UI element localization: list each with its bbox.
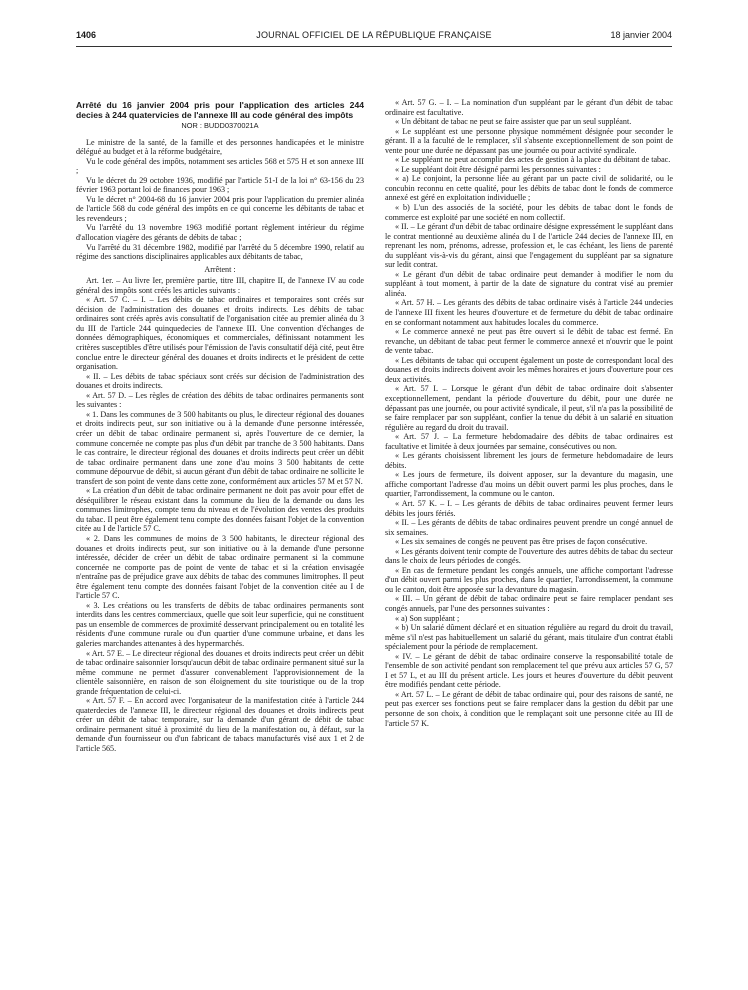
paragraph: « Le suppléant doit être désigné parmi les personnes suivantes : bbox=[395, 164, 601, 174]
paragraph: « IV. – Le gérant de débit de tabac ordinaire conserve la responsabilité totale de l'ensemble de son activité pendant son remplacement tel que prévu aux articles 57 G, 57 I et 57 L, et au III du présent article. Les jours et heures d'ouverture du débit peuvent être modifiés pendant cette période. bbox=[385, 651, 673, 690]
paragraph: « 2. Dans les communes de moins de 3 500 habitants, le directeur régional des douanes et droits indirects peut, sur son initiative ou à la demande d'une personne intéressée, décider de créer un débit de tabac ordinaire permanent si la commune concernée ne comporte pas de point de vente de tabac et si la création envisagée n'entraîne pas de préjudice grave aux débits de tabac des communes limitrophes. Il peut être également tenu compte des données faisant l'objet de la convention citée au I de l'article 57 C. bbox=[76, 533, 364, 601]
paragraph: « Les débitants de tabac qui occupent également un poste de correspondant local des douanes et droits indirects doivent avoir les mêmes horaires et jours d'ouverture pour ces deux activités. bbox=[385, 355, 673, 384]
paragraph: Le ministre de la santé, de la famille et des personnes handicapées et le ministre délégué au budget et à la réforme budgétaire, bbox=[76, 137, 364, 157]
left-column bbox=[76, 100, 364, 980]
left-paragraphs bbox=[76, 138, 364, 754]
paragraph: « Le suppléant est une personne physique nommément désignée pour seconder le gérant. Il a la faculté de le remplacer, s'il s'absente exceptionnellement de son point de vente pour une durée ne dépassant pas une journée ou pour activité syndicale. bbox=[385, 126, 673, 155]
paragraph: « Art. 57 E. – Le directeur régional des douanes et droits indirects peut créer un débit de tabac ordinaire saisonnier lorsqu'aucun débit de tabac ordinaire permanent situé sur la même commune ne permet d'assurer convenablement l'approvisionnement de la clientèle saisonnière, en raison de son éloignement du site touristique ou de la trop grande fréquentation de celui-ci. bbox=[76, 648, 364, 696]
header-rule bbox=[76, 46, 672, 47]
paragraph: « a) Le conjoint, la personne liée au gérant par un pacte civil de solidarité, ou le concubin reconnu en cette qualité, pour les débits de tabac dont le fonds de commerce annexé est géré en exploitation individuelle ; bbox=[385, 174, 673, 203]
paragraph: « Un débitant de tabac ne peut se faire assister que par un seul suppléant. bbox=[395, 117, 632, 127]
paragraph: « b) L'un des associés de la société, pour les débits de tabac dont le fonds de commerce est exploité par une société en nom collectif. bbox=[385, 203, 673, 222]
right-column bbox=[385, 98, 673, 978]
paragraph: « Les six semaines de congés ne peuvent pas être prises de façon consécutive. bbox=[395, 537, 648, 547]
paragraph: « 1. Dans les communes de 3 500 habitants ou plus, le directeur régional des douanes et droits indirects peut, sur son initiative ou à la demande d'une personne intéressée, créer un débit de tabac ordinaire permanent si, après l'ouverture de ce dernier, la commune concernée ne compte pas plus d'un débit par tranche de 3 500 habitants. Dans le cas contraire, le directeur régional des douanes et droits indirects peut créer un débit de tabac ordinaire permanent dans une zone d'au moins 3 500 habitants de cette commune dépourvue de débit, si aucun gérant d'un débit de tabac ordinaire ne sollicite le transfert de son point de vente dans cette zone, conformément aux articles 57 M et 57 N. bbox=[76, 409, 364, 486]
paragraph: « Les gérants choisissent librement les jours de fermeture hebdomadaire de leurs débits. bbox=[385, 451, 673, 470]
paragraph: « La création d'un débit de tabac ordinaire permanent ne doit pas avoir pour effet de déséquilibrer le réseau existant dans la commune du lieu de la demande ou dans les communes limitrophes, compte tenu du niveau et de l'évolution des ventes des produits du tabac. Il peut être également tenu compte des données faisant l'objet de la convention citée au I de l'article 57 C. bbox=[76, 486, 364, 534]
right-paragraphs bbox=[385, 98, 673, 728]
paragraph: « a) Son suppléant ; bbox=[395, 613, 460, 623]
nor-reference: NOR : BUDD0370021A bbox=[181, 121, 259, 130]
paragraph: « Art. 57 H. – Les gérants des débits de tabac ordinaire visés à l'article 244 undecies de l'annexe III fixent les heures d'ouverture et de fermeture du débit de tabac ordinaire en se conformant notamment aux habitudes locales du commerce. bbox=[385, 298, 673, 327]
paragraph: Vu le code général des impôts, notamment ses articles 568 et 575 H et son annexe III ; bbox=[76, 156, 364, 176]
paragraph: « Les jours de fermeture, ils doivent apposer, sur la devanture du magasin, une affiche comportant l'adresse d'au moins un débit ouvert parmi les plus proches, dans le quartier, l'arrondissement, la commune ou le canton. bbox=[385, 470, 673, 499]
journal-title: JOURNAL OFFICIEL DE LA RÉPUBLIQUE FRANÇAISE bbox=[256, 30, 492, 40]
paragraph: Arrêtent : bbox=[204, 264, 236, 274]
paragraph: Vu le décret du 29 octobre 1936, modifié par l'article 51-I de la loi n° 63-156 du 23 février 1963 portant loi de finances pour 1963 ; bbox=[76, 175, 364, 195]
paragraph: Vu le décret n° 2004-68 du 16 janvier 2004 pris pour l'application du premier alinéa de l'article 568 du code général des impôts en ce qui concerne les débitants de tabac et les revendeurs ; bbox=[76, 194, 364, 223]
paragraph: « Le gérant d'un débit de tabac ordinaire peut demander à modifier le nom du suppléant à tout moment, à partir de la date de signature du contrat visé au premier alinéa. bbox=[385, 269, 673, 298]
page-number: 1406 bbox=[76, 30, 97, 40]
paragraph: « Art. 57 I. – Lorsque le gérant d'un débit de tabac ordinaire doit s'absenter exceptionnellement, pendant la période d'ouverture du débit, pour une durée ne dépassant pas une journée, ou pour activité syndicale, il peut, s'il n'a pas la possibilité de se faire remplacer par son suppléant, confier la tenue du débit à un salarié en situation régulière au regard du droit du travail. bbox=[385, 384, 673, 432]
paragraph: Art. 1er. – Au livre Ier, première partie, titre III, chapitre II, de l'annexe IV au code général des impôts sont créés les articles suivants : bbox=[76, 276, 364, 295]
publication-date: 18 janvier 2004 bbox=[610, 30, 672, 40]
paragraph: « II. – Les débits de tabac spéciaux sont créés sur décision de l'administration des douanes et droits indirects. bbox=[76, 371, 364, 391]
paragraph: « Art. 57 J. – La fermeture hebdomadaire des débits de tabac ordinaires est facultative et limitée à deux journées par semaine, consécutives ou non. bbox=[385, 432, 673, 451]
paragraph: « b) Un salarié dûment déclaré et en situation régulière au regard du droit du travail, même s'il n'est pas habituellement un salarié du gérant, mais titulaire d'un contrat établi spécialement pour la période de remplacement. bbox=[385, 623, 673, 652]
paragraph: « Le suppléant ne peut accomplir des actes de gestion à la place du débitant de tabac. bbox=[395, 155, 671, 165]
paragraph: « III. – Un gérant de débit de tabac ordinaire peut se faire remplacer pendant ses congés annuels, par l'une des personnes suivantes : bbox=[385, 594, 673, 613]
paragraph: « Art. 57 F. – En accord avec l'organisateur de la manifestation citée à l'article 244 quaterdecies de l'annexe III, le directeur régional des douanes et droits indirects peut créer un débit de tabac temporaire, sur la demande d'un gérant de débit de tabac ordinaire permanent situé à proximité du lieu de la manifestation ou, à défaut, sur la demande d'un fournisseur ou d'un fabricant de tabacs manufacturés visé aux 1 et 2 de l'article 565. bbox=[76, 696, 364, 753]
paragraph: « Art. 57 G. – I. – La nomination d'un suppléant par le gérant d'un débit de tabac ordinaire est facultative. bbox=[385, 98, 673, 117]
decree-title: Arrêté du 16 janvier 2004 pris pour l'application des articles 244 decies à 244 quatervicies de l'annexe III au code général des impôts bbox=[76, 100, 364, 120]
paragraph: « Art. 57 C. – I. – Les débits de tabac ordinaires et temporaires sont créés sur décision de l'administration des douanes et droits indirects. Les débits de tabac ordinaires sont créés après avis consultatif de l'organisation citée au premier alinéa du 3 du III de l'article 244 quinquedecies de l'annexe III. Une convention d'échanges de données démographiques, économiques et commerciales, définissant notamment les critères susceptibles d'être utilisés pour l'émission de l'avis consultatif déjà cité, peut être conclue entre le directeur général des douanes et droits indirects et le président de cette organisation. bbox=[76, 295, 364, 372]
paragraph: Vu l'arrêté du 31 décembre 1982, modifié par l'arrêté du 5 décembre 1990, relatif au régime des sanctions disciplinaires applicables aux débitants de tabac, bbox=[76, 242, 364, 262]
page-header bbox=[76, 30, 672, 46]
paragraph: « En cas de fermeture pendant les congés annuels, une affiche comportant l'adresse d'un débit ouvert parmi les plus proches, dans le quartier, l'arrondissement, la commune ou le canton, doit être apposée sur la devanture du magasin. bbox=[385, 565, 673, 594]
paragraph: « 3. Les créations ou les transferts de débits de tabac ordinaires permanents sont interdits dans les centres commerciaux, quelle que soit leur superficie, qui ne constituent pas un ensemble de commerces de proximité desservant principalement ou en totalité les résidents d'une commune rurale ou d'un quartier d'une commune urbaine, et dans les galeries marchandes attenantes à des hypermarchés. bbox=[76, 600, 364, 648]
paragraph: « Art. 57 K. – I. – Les gérants de débits de tabac ordinaires peuvent fermer leurs débits les jours fériés. bbox=[385, 498, 673, 518]
paragraph: « Les gérants doivent tenir compte de l'ouverture des autres débits de tabac du secteur dans le choix de leurs périodes de congés. bbox=[385, 546, 673, 566]
paragraph: « II. – Le gérant d'un débit de tabac ordinaire désigne expressément le suppléant dans le contrat mentionné au deuxième alinéa du I de l'article 244 decies de l'annexe III, en reprenant les nom, prénoms, adresse, profession et, le cas échéant, les liens de parenté du suppléant vis-à-vis du gérant, ainsi que l'engagement du suppléant par sa signature sur ledit contrat. bbox=[385, 222, 673, 270]
paragraph: Vu l'arrêté du 13 novembre 1963 modifié portant règlement intérieur du régime d'allocation viagère des gérants de débits de tabac ; bbox=[76, 223, 364, 243]
paragraph: « II. – Les gérants de débits de tabac ordinaires peuvent prendre un congé annuel de six semaines. bbox=[385, 518, 673, 537]
paragraph: « Art. 57 D. – Les règles de création des débits de tabac ordinaires permanents sont les suivantes : bbox=[76, 390, 364, 410]
paragraph: « Le commerce annexé ne peut pas être ouvert si le débit de tabac est fermé. En revanche, un débitant de tabac peut fermer le commerce annexé et n'ouvrir que le point de vente tabac. bbox=[385, 327, 673, 356]
paragraph: « Art. 57 L. – Le gérant de débit de tabac ordinaire qui, pour des raisons de santé, ne peut pas exercer ses fonctions peut se faire remplacer dans la gestion du débit par une personne de son choix, à condition que le remplaçant soit une personne citée au III de l'article 57 K. bbox=[385, 689, 673, 728]
